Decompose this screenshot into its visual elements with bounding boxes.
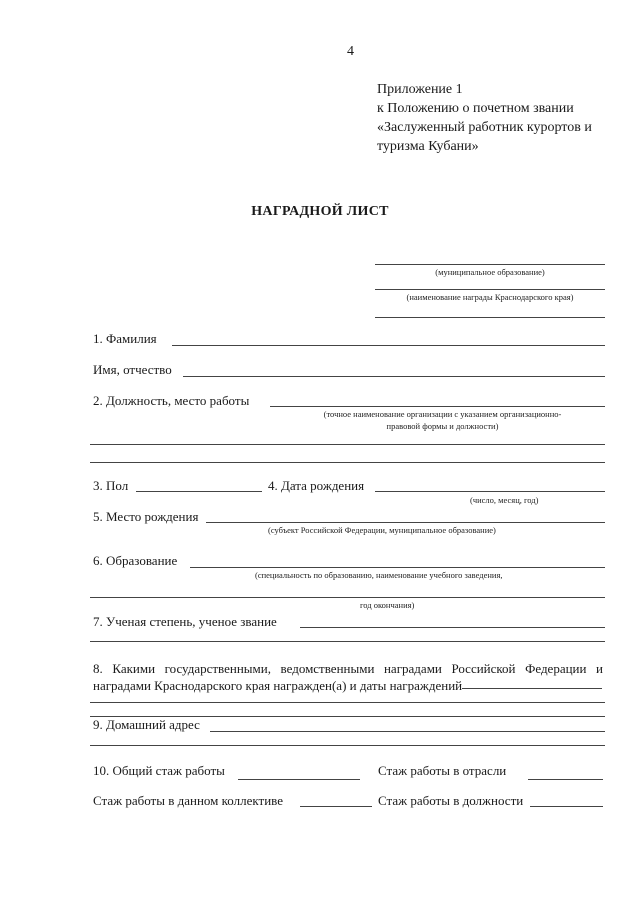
birth-place-hint: (субъект Российской Федерации, муниципальное образование) bbox=[268, 525, 496, 535]
document-title: НАГРАДНОЙ ЛИСТ bbox=[251, 204, 389, 219]
award-name-line-2[interactable] bbox=[375, 317, 605, 318]
position-line[interactable] bbox=[270, 406, 605, 407]
position-extra-line-1[interactable] bbox=[90, 444, 605, 445]
industry-experience-line[interactable] bbox=[528, 779, 603, 780]
address-line[interactable] bbox=[210, 731, 605, 732]
degree-label: 7. Ученая степень, ученое звание bbox=[93, 614, 277, 629]
municipality-hint: (муниципальное образование) bbox=[435, 267, 545, 277]
education-label: 6. Образование bbox=[93, 553, 178, 568]
position-label: 2. Должность, место работы bbox=[93, 393, 250, 408]
annex-line-2: к Положению о почетном звании bbox=[377, 101, 574, 116]
education-hint-1: (специальность по образованию, наименование учебного заведения, bbox=[255, 570, 503, 580]
team-experience-line[interactable] bbox=[300, 806, 372, 807]
gender-label: 3. Пол bbox=[93, 478, 129, 493]
birth-place-label: 5. Место рождения bbox=[93, 509, 199, 524]
surname-line[interactable] bbox=[172, 345, 605, 346]
education-extra-line[interactable] bbox=[90, 597, 605, 598]
birth-date-hint: (число, месяц, год) bbox=[470, 495, 539, 505]
degree-extra-line[interactable] bbox=[90, 641, 605, 642]
annex-block bbox=[377, 80, 592, 156]
name-patronymic-label: Имя, отчество bbox=[93, 362, 172, 377]
education-line[interactable] bbox=[190, 567, 605, 568]
municipality-line[interactable] bbox=[375, 264, 605, 265]
awards-line-1[interactable] bbox=[90, 702, 605, 703]
annex-line-1: Приложение 1 bbox=[377, 82, 463, 97]
position-experience-line[interactable] bbox=[530, 806, 603, 807]
annex-line-3: «Заслуженный работник курортов и bbox=[377, 120, 592, 135]
awards-label: 8. Какими государственными, ведомственными наградами Российской Федерации и наградами Краснодарского края награжден(а) и даты награждений bbox=[93, 661, 603, 693]
surname-label: 1. Фамилия bbox=[93, 331, 157, 346]
position-hint-1: (точное наименование организации с указанием организационно- bbox=[323, 409, 562, 419]
birth-place-line[interactable] bbox=[206, 522, 605, 523]
degree-line[interactable] bbox=[300, 627, 605, 628]
position-experience-label: Стаж работы в должности bbox=[378, 793, 524, 808]
birth-date-label: 4. Дата рождения bbox=[268, 478, 365, 493]
awards-inline-line[interactable] bbox=[462, 688, 602, 689]
award-name-hint: (наименование награды Краснодарского края) bbox=[406, 292, 574, 302]
address-label: 9. Домашний адрес bbox=[93, 717, 200, 732]
name-patronymic-line[interactable] bbox=[183, 376, 605, 377]
total-experience-line[interactable] bbox=[238, 779, 360, 780]
education-hint-2: год окончания) bbox=[360, 600, 415, 610]
gender-line[interactable] bbox=[136, 491, 262, 492]
page-number: 4 bbox=[347, 44, 354, 59]
team-experience-label: Стаж работы в данном коллективе bbox=[93, 793, 283, 808]
annex-line-4: туризма Кубани» bbox=[377, 139, 479, 154]
total-experience-label: 10. Общий стаж работы bbox=[93, 763, 225, 778]
award-name-line[interactable] bbox=[375, 289, 605, 290]
industry-experience-label: Стаж работы в отрасли bbox=[378, 763, 507, 778]
position-hint-2: правовой формы и должности) bbox=[386, 421, 499, 431]
position-extra-line-2[interactable] bbox=[90, 462, 605, 463]
address-extra-line[interactable] bbox=[90, 745, 605, 746]
birth-date-line[interactable] bbox=[375, 491, 605, 492]
